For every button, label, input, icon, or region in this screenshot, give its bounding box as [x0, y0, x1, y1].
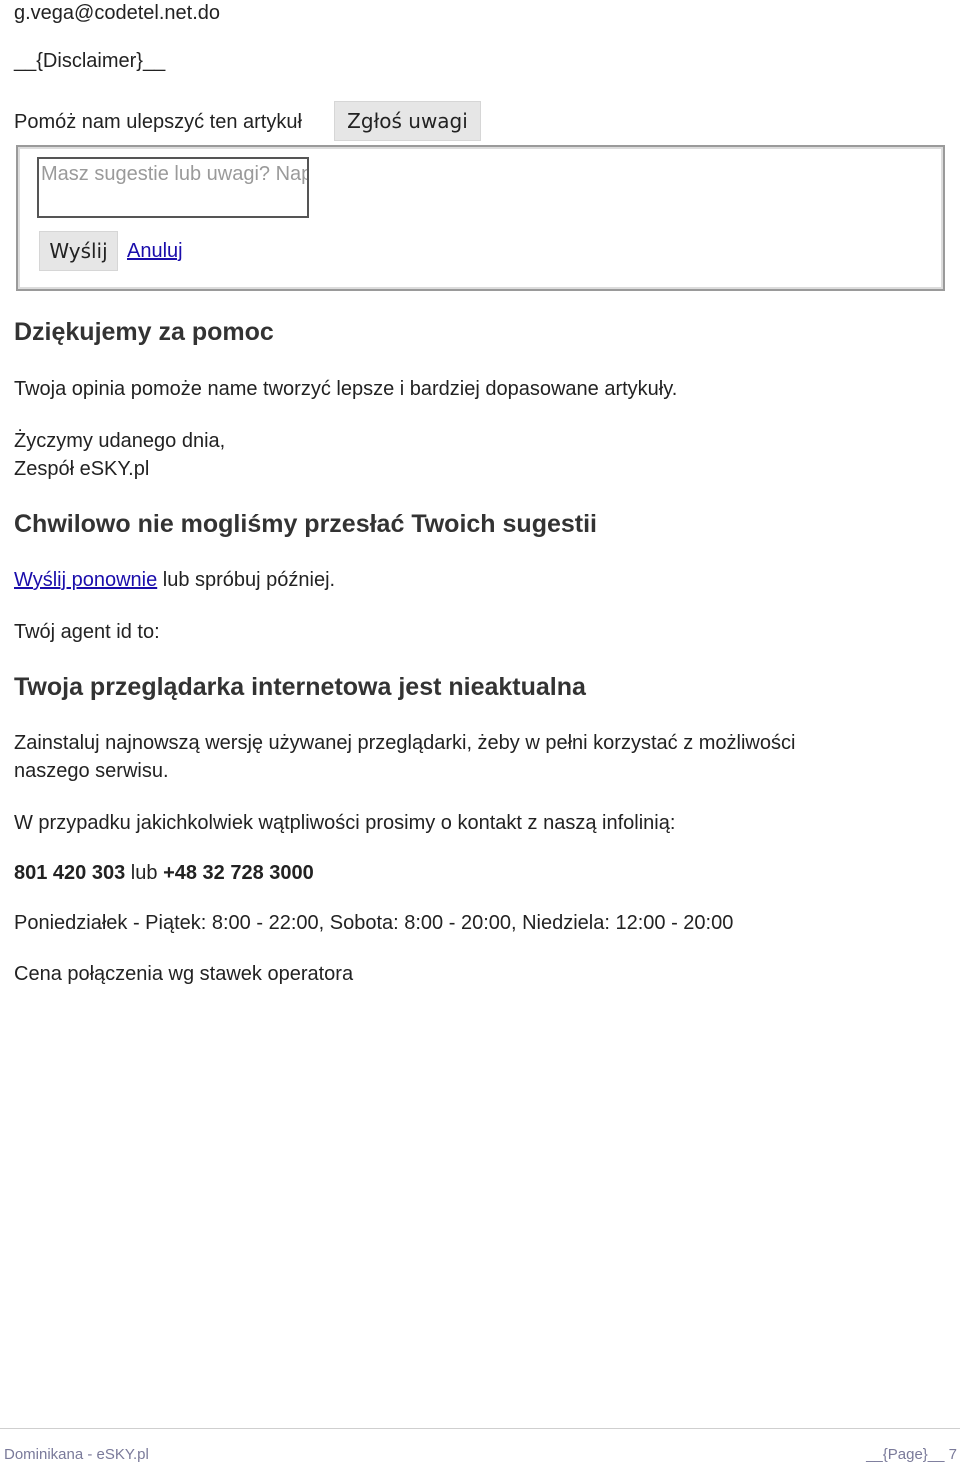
email-text: g.vega@codetel.net.do — [14, 2, 221, 24]
phone-row — [14, 862, 314, 885]
footer-page: __{Page}__ 7 — [866, 1446, 957, 1463]
cancel-link[interactable]: Anuluj — [127, 240, 183, 262]
thanks-team: Zespół eSKY.pl — [14, 458, 150, 480]
report-feedback-button[interactable]: Zgłoś uwagi — [334, 101, 481, 141]
error-title: Chwilowo nie mogliśmy przesłać Twoich sugestii — [14, 510, 597, 538]
phone-or: lub — [130, 862, 158, 884]
feedback-prompt: Pomóż nam ulepszyć ten artykuł — [14, 111, 302, 133]
cost-text: Cena połączenia wg stawek operatora — [14, 963, 354, 985]
phone-primary: 801 420 303 — [14, 862, 126, 884]
phone-secondary: +48 32 728 3000 — [163, 862, 314, 884]
resend-suffix: lub spróbuj później. — [162, 569, 336, 591]
thanks-text: Twoja opinia pomoże name tworzyć lepsze i bardziej dopasowane artykuły. — [14, 378, 678, 400]
browser-text-line2: naszego serwisu. — [14, 760, 169, 782]
agent-id-text: Twój agent id to: — [14, 621, 160, 643]
send-button[interactable]: Wyślij — [39, 231, 118, 271]
contact-text: W przypadku jakichkolwiek wątpliwości prosimy o kontakt z naszą infolinią: — [14, 812, 676, 834]
browser-outdated-title: Twoja przeglądarka internetowa jest nieaktualna — [14, 673, 586, 701]
footer-left: Dominikana - eSKY.pl — [4, 1446, 149, 1463]
thanks-wish: Życzymy udanego dnia, — [14, 430, 226, 452]
resend-link[interactable]: Wyślij ponownie — [14, 569, 158, 591]
resend-row — [14, 569, 335, 592]
hours-text: Poniedziałek - Piątek: 8:00 - 22:00, Sobota: 8:00 - 20:00, Niedziela: 12:00 - 20:00 — [14, 912, 734, 934]
browser-text-line1: Zainstaluj najnowszą wersję używanej przeglądarki, żeby w pełni korzystać z możliwości — [14, 732, 796, 754]
thanks-title: Dziękujemy za pomoc — [14, 318, 274, 346]
footer-divider — [0, 1428, 960, 1429]
feedback-textarea[interactable] — [37, 157, 309, 218]
disclaimer-text: __{Disclaimer}__ — [14, 50, 166, 72]
